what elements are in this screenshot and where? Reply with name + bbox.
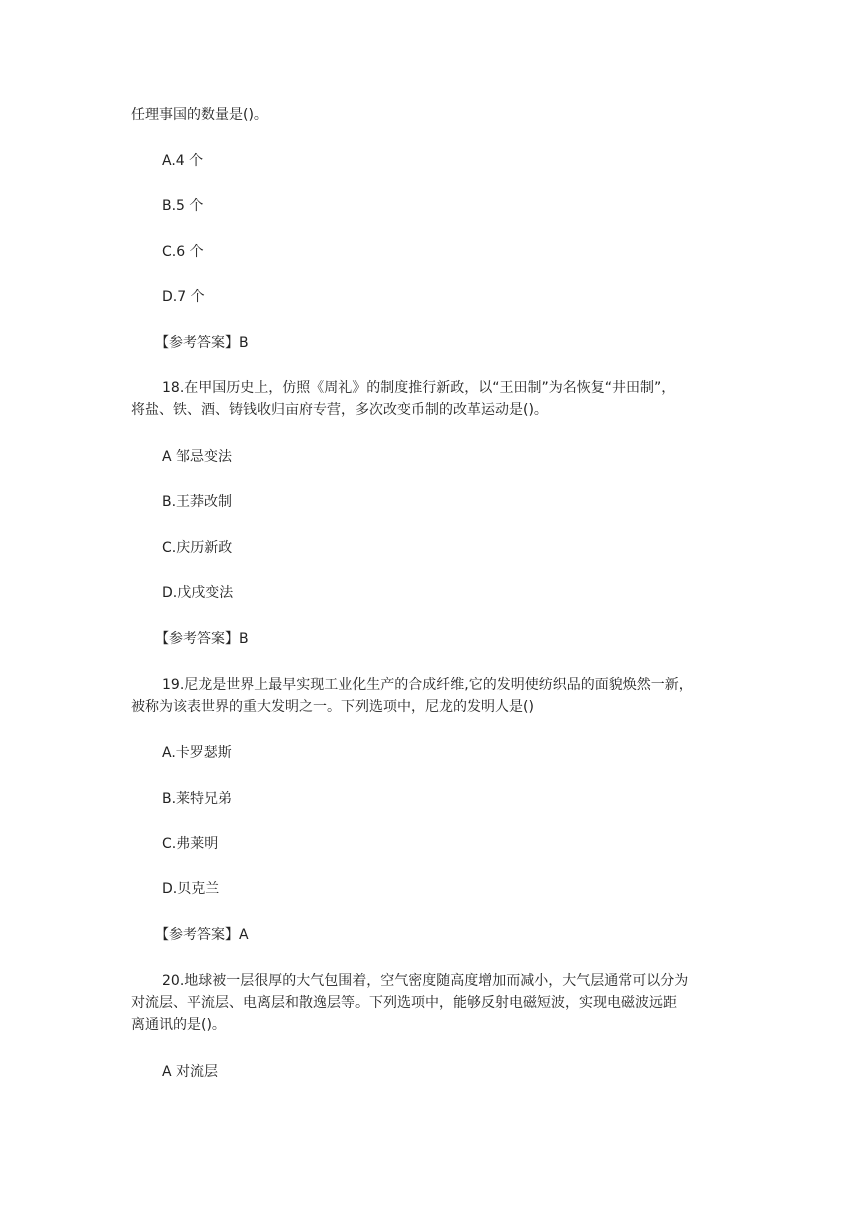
option-a: A.卡罗瑟斯 — [162, 745, 232, 761]
question-20-stem-line: 20.地球被一层很厚的大气包围着，空气密度随高度增加而减小，大气层通常可以分为 — [162, 973, 689, 989]
question-19-stem-line: 19.尼龙是世界上最早实现工业化生产的合成纤维,它的发明使纺织品的面貌焕然一新， — [162, 677, 693, 693]
option-d: D.贝克兰 — [162, 881, 220, 897]
question-18-stem-line: 18.在甲国历史上，仿照《周礼》的制度推行新政，以“王田制”为名恢复“井田制”， — [162, 380, 676, 396]
question-19-stem — [131, 674, 693, 718]
question-20-stem-line: 对流层、平流层、电离层和散逸层等。下列选项中，能够反射电磁短波，实现电磁波远距 — [131, 995, 677, 1011]
question-20-stem — [131, 970, 688, 1036]
option-b: B.莱特兄弟 — [162, 791, 233, 807]
option-c: C.庆历新政 — [162, 540, 233, 556]
question-stem: 任理事国的数量是()。 — [131, 107, 268, 123]
question-19-stem-line: 被称为该表世界的重大发明之一。下列选项中，尼龙的发明人是() — [131, 699, 534, 715]
option-b: B.5 个 — [162, 198, 204, 214]
question-18-stem-line: 将盐、铁、酒、铸钱收归亩府专营，多次改变币制的改革运动是()。 — [131, 402, 548, 418]
option-d: D.7 个 — [162, 289, 205, 305]
answer-key: 【参考答案】B — [155, 335, 249, 351]
option-a: A.4 个 — [162, 153, 204, 169]
option-a: A 对流层 — [162, 1064, 219, 1080]
option-d: D.戊戌变法 — [162, 585, 234, 601]
option-a: A 邹忌变法 — [162, 449, 233, 465]
answer-key: 【参考答案】B — [155, 631, 249, 647]
option-b: B.王莽改制 — [162, 494, 233, 510]
question-20-stem-line: 离通讯的是()。 — [131, 1017, 226, 1033]
answer-key: 【参考答案】A — [155, 927, 249, 943]
option-c: C.6 个 — [162, 244, 204, 260]
option-c: C.弗莱明 — [162, 836, 219, 852]
question-18-stem — [131, 377, 675, 421]
